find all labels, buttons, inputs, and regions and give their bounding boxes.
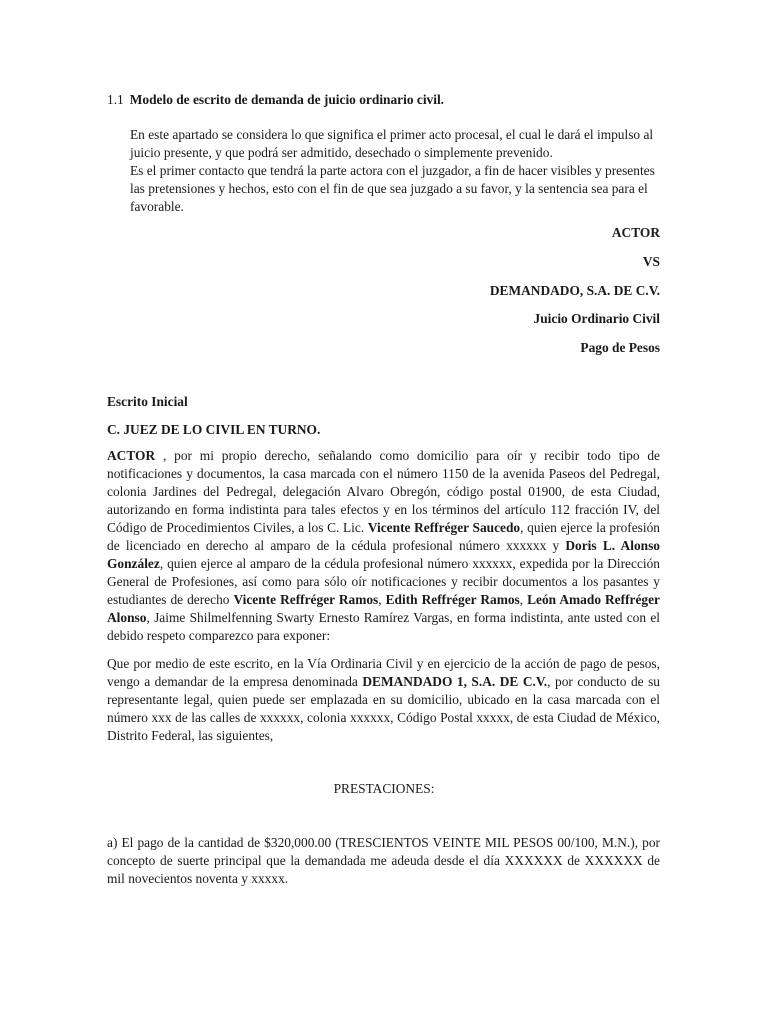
paragraph-prestacion-a — [107, 834, 660, 888]
section-heading — [107, 91, 444, 109]
caption-pago: Pago de Pesos — [580, 340, 660, 355]
heading-juez: C. JUEZ DE LO CIVIL EN TURNO. — [107, 422, 321, 437]
heading-escrito-inicial: Escrito Inicial — [107, 394, 188, 409]
intern-name-1: Vicente Reffréger Ramos — [233, 592, 379, 607]
caption-demandado: DEMANDADO, S.A. DE C.V. — [489, 283, 660, 298]
intern-name-3: León Amado Reffréger Alonso — [107, 592, 661, 625]
prestacion-a-text: a) El pago de la cantidad de $320,000.00 (TRESCIENTOS VEINTE MIL PESOS 00/100, M.N.), por concepto de suerte principal que la demandada me adeuda desde el día XXXXXX de XXXXXX de mil novecientos noventa y xxxxx. — [107, 835, 660, 886]
intro-paragraph-1: En este apartado se considera lo que significa el primer acto procesal, el cual le dará el impulso al juicio presente, y que podrá ser admitido, desechado o simplemente prevenido. — [130, 127, 654, 160]
attorney-name-1: Vicente Reffréger Saucedo — [367, 520, 521, 535]
para1-text-5: , — [519, 592, 528, 607]
heading-prestaciones: PRESTACIONES: — [333, 781, 435, 796]
caption-vs: VS — [642, 254, 660, 269]
para1-text-3: , quien ejerce al amparo de la cédula profesional número xxxxxx, expedida por la Dirección General de Profesiones, así como para sólo oír notificaciones y recibir documentos a los pasantes y estudiantes de derecho — [107, 556, 660, 607]
para2-text-2: , por conducto de su representante legal, quien puede ser emplazada en su domicilio, ubicado en la casa marcada con el número xxx de las calles de xxxxxx, colonia xxxxxx, Código Postal xxxxx, de esta Ciudad de México, Distrito Federal, las siguientes, — [107, 674, 661, 743]
para1-text-4: , — [378, 592, 386, 607]
para1-text-6: , Jaime Shilmelfenning Swarty Ernesto Ramírez Vargas, en forma indistinta, ante usted con el debido respeto comparezco para exponer: — [107, 610, 660, 643]
section-number: 1.1 — [107, 92, 124, 107]
actor-name: ACTOR — [107, 448, 156, 463]
para1-text-1: , por mi propio derecho, señalando como domicilio para oír y recibir todo tipo de notificaciones y documentos, la casa marcada con el número 1150 de la avenida Paseos del Pedregal, colonia Jardines del Pedregal, delegación Alvaro Obregón, código postal 01900, de esta Ciudad, autorizando en forma indistinta para tales efectos y en los términos del artículo 112 fracción IV, del Código de Procedimientos Civiles, a los C. Lic. — [107, 448, 660, 535]
defendant-company: DEMANDADO 1, S.A. DE C.V. — [362, 674, 548, 689]
para2-text-1: Que por medio de este escrito, en la Vía Ordinaria Civil y en ejercicio de la acción de pago de pesos, vengo a demandar de la empresa denominada — [107, 656, 660, 689]
caption-actor: ACTOR — [611, 225, 660, 240]
attorney-name-2: Doris L. Alonso González — [107, 538, 660, 571]
para1-text-2: , quien ejerce la profesión de licenciado en derecho al amparo de la cédula profesional número xxxxxx y — [107, 520, 660, 553]
intern-name-2: Edith Reffréger Ramos — [385, 592, 520, 607]
paragraph-demanda — [107, 655, 660, 745]
paragraph-actor — [107, 447, 660, 645]
section-title: Modelo de escrito de demanda de juicio ordinario civil. — [129, 92, 445, 107]
intro-block — [130, 126, 660, 216]
intro-paragraph-2: Es el primer contacto que tendrá la parte actora con el juzgador, a fin de hacer visibles y presentes las pretensiones y hechos, esto con el fin de que sea juzgado a su favor, y la sentencia sea para el favorable. — [130, 163, 655, 214]
caption-juicio: Juicio Ordinario Civil — [533, 311, 660, 326]
